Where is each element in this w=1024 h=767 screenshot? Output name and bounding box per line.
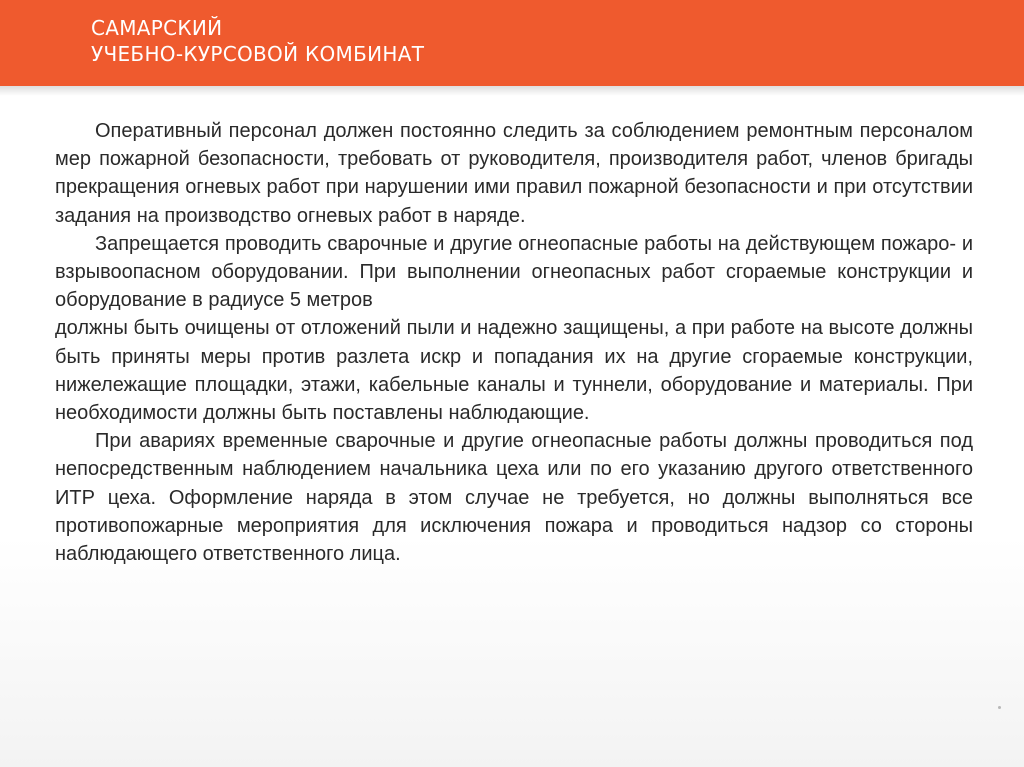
paragraph-operational-staff: Оперативный персонал должен постоянно следить за соблюдением ремонтным персоналом мер пожарной безопасности, требовать от руководителя, производителя работ, членов бригады прекращения огневых работ при нарушении ими правил пожарной безопасности и при отсутствии задания на производство огневых работ в наряде.	[55, 120, 973, 227]
header-banner	[0, 0, 1024, 86]
brand-line-2: УЧЕБНО-КУРСОВОЙ КОМБИНАТ	[91, 42, 425, 66]
brand-logo-text	[91, 15, 424, 67]
document-body	[55, 117, 973, 568]
paragraph-prohibition-part-2: должны быть очищены от отложений пыли и надежно защищены, а при работе на высоте должны быть приняты меры против разлета искр и попадания их на другие сгораемые конструкции, нижележащие площадки, этажи, кабельные каналы и туннели, оборудование и материалы. При необходимости должны быть поставлены наблюдающие.	[55, 317, 973, 425]
brand-line-1: САМАРСКИЙ	[91, 16, 223, 40]
paragraph-emergency-works: При авариях временные сварочные и другие огнеопасные работы должны проводиться под непосредственным наблюдением начальника цеха или по его указанию другого ответственного ИТР цеха. Оформление наряда в этом случае не требуется, но должны выполняться все противопожарные мероприятия для исключения пожара и проводиться надзор со стороны наблюдающего ответственного лица.	[55, 430, 973, 566]
paragraph-prohibition-part-1: Запрещается проводить сварочные и другие огнеопасные работы на действующем пожаро- и взрывоопасном оборудовании. При выполнении огнеопасных работ сгораемые конструкции и оборудование в радиусе 5 метров	[55, 232, 973, 312]
header-shadow	[0, 86, 1024, 96]
corner-dot	[998, 706, 1001, 709]
